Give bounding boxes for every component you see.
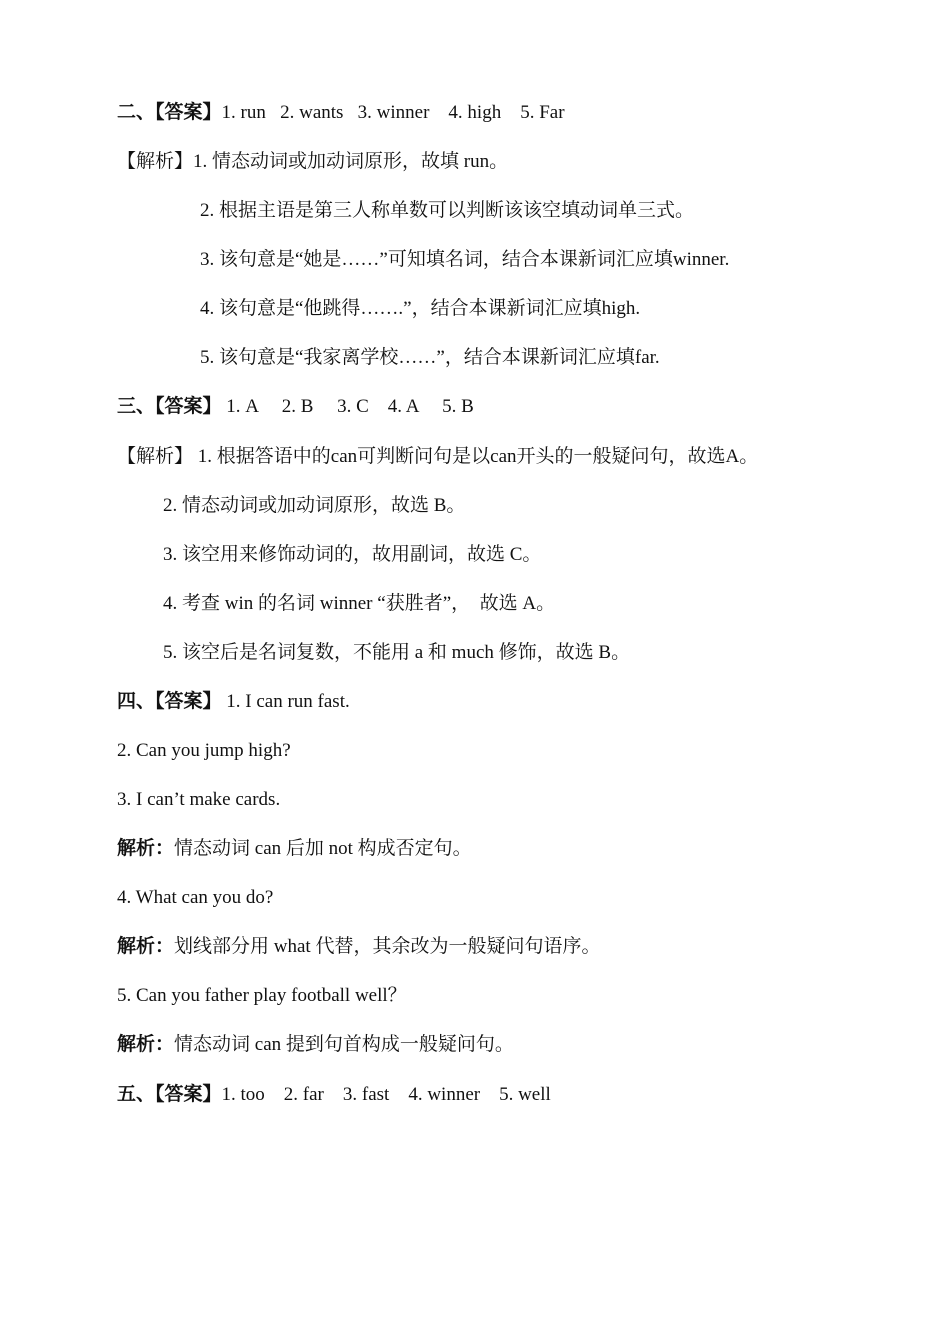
sec2-analysis-5: 5. 该句意是“我家离学校……”，结合本课新词汇应填far. xyxy=(200,347,660,368)
sec3-analysis-4: 4. 考查 win 的名词 winner “获胜者”， 故选 A。 xyxy=(163,593,556,614)
sec4-q3: 3. I can’t make cards. xyxy=(117,789,281,810)
sec4-q5: 5. Can you father play football well？ xyxy=(117,985,407,1006)
sec4-explain-4-text: 划线部分用 what 代替，其余改为一般疑问句语序。 xyxy=(174,936,601,957)
sec4-explain-5-label: 解析： xyxy=(117,1034,175,1055)
sec2-analysis-3: 3. 该句意是“她是……”可知填名词，结合本课新词汇应填winner. xyxy=(200,249,730,270)
sec5-heading: 五、【答案】 xyxy=(117,1084,222,1105)
sec2-analysis-2: 2. 根据主语是第三人称单数可以判断该该空填动词单三式。 xyxy=(200,200,695,221)
sec4-explain-3-label: 解析： xyxy=(117,838,175,859)
sec3-analysis-1: 1. 根据答语中的can可判断问句是以can开头的一般疑问句，故选A。 xyxy=(193,446,759,467)
sec4-explain-3 xyxy=(117,837,472,861)
sec2-analysis-label: 【解析】 xyxy=(117,151,194,172)
sec3-heading: 三、【答案】 xyxy=(117,396,222,417)
sec3-answers: 1. A 2. B 3. C 4. A 5. B xyxy=(221,396,474,417)
sec2-answers: 1. run 2. wants 3. winner 4. high 5. Far xyxy=(221,102,565,123)
sec4-explain-4 xyxy=(117,935,600,959)
sec2-answer-line xyxy=(117,101,565,125)
sec3-analysis-line xyxy=(117,445,758,469)
sec3-analysis-3: 3. 该空用来修饰动词的，故用副词，故选 C。 xyxy=(163,544,542,565)
sec4-q2: 2. Can you jump high? xyxy=(117,740,291,761)
sec3-analysis-2: 2. 情态动词或加动词原形，故选 B。 xyxy=(163,495,466,516)
sec4-heading: 四、【答案】 xyxy=(117,691,222,712)
sec2-analysis-1: 1. 情态动词或加动词原形，故填 run。 xyxy=(193,151,509,172)
sec4-q4: 4. What can you do? xyxy=(117,887,274,908)
sec4-answer-line xyxy=(117,690,350,714)
sec4-explain-5-text: 情态动词 can 提到句首构成一般疑问句。 xyxy=(174,1034,514,1055)
sec4-explain-5 xyxy=(117,1033,514,1057)
sec4-explain-4-label: 解析： xyxy=(117,936,175,957)
sec2-heading: 二、【答案】 xyxy=(117,102,222,123)
sec5-answers: 1. too 2. far 3. fast 4. winner 5. well xyxy=(221,1084,551,1105)
sec2-analysis-4: 4. 该句意是“他跳得…….”，结合本课新词汇应填high. xyxy=(200,298,641,319)
sec2-analysis-line xyxy=(117,150,508,174)
sec3-analysis-label: 【解析】 xyxy=(117,446,194,467)
sec4-q1: 1. I can run fast. xyxy=(221,691,350,712)
sec5-answer-line xyxy=(117,1083,551,1107)
sec3-answer-line xyxy=(117,395,474,419)
sec3-analysis-5: 5. 该空后是名词复数，不能用 a 和 much 修饰，故选 B。 xyxy=(163,642,631,663)
sec4-explain-3-text: 情态动词 can 后加 not 构成否定句。 xyxy=(174,838,472,859)
